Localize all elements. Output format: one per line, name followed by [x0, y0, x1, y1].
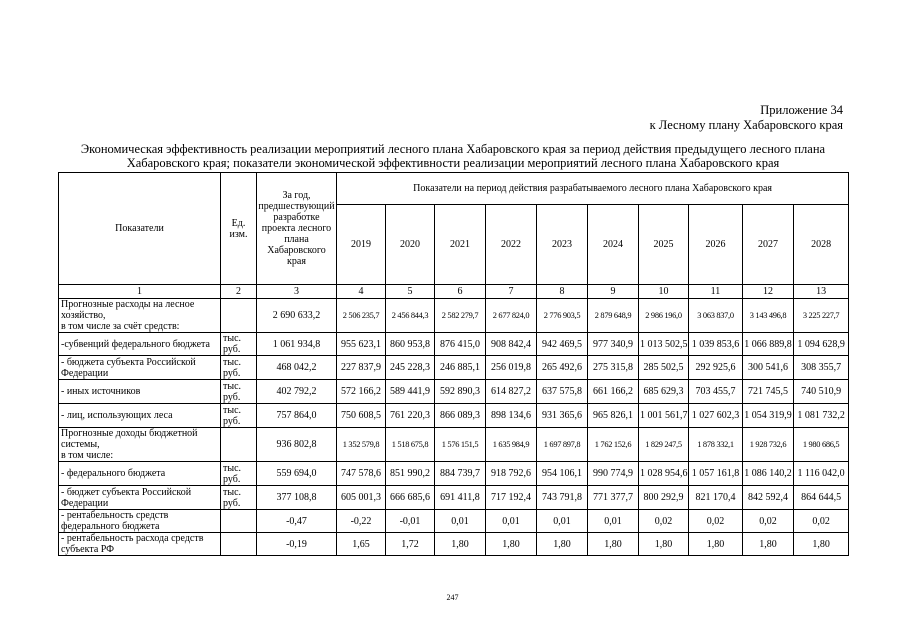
row-year-value: 589 441,9	[386, 380, 435, 404]
row-year-value: 2 677 824,0	[486, 299, 537, 333]
table-row	[59, 404, 849, 428]
row-unit: тыс. руб.	[221, 333, 257, 356]
row-year-value: 717 192,4	[486, 486, 537, 510]
row-prev-year-value: 757 864,0	[257, 404, 337, 428]
row-year-value: 1 829 247,5	[639, 428, 689, 462]
row-year-value: 0,02	[689, 510, 743, 533]
table-row	[59, 462, 849, 486]
column-number: 3	[257, 285, 337, 299]
row-label: -субвенций федерального бюджета	[59, 333, 221, 356]
row-label: Прогнозные расходы на лесное хозяйство, в том числе за счёт средств:	[59, 299, 221, 333]
row-label: - рентабельность расхода средств субъекта РФ	[59, 533, 221, 556]
row-year-value: 691 411,8	[435, 486, 486, 510]
header-indicators: Показатели	[59, 173, 221, 285]
table-row	[59, 486, 849, 510]
row-label: - бюджет субъекта Российской Федерации	[59, 486, 221, 510]
header-year: 2025	[639, 205, 689, 285]
row-year-value: 2 456 844,3	[386, 299, 435, 333]
row-year-value: 285 502,5	[639, 356, 689, 380]
row-year-value: 3 143 496,8	[743, 299, 794, 333]
row-year-value: 2 506 235,7	[337, 299, 386, 333]
row-year-value: 661 166,2	[588, 380, 639, 404]
row-year-value: 771 377,7	[588, 486, 639, 510]
row-unit: тыс. руб.	[221, 486, 257, 510]
row-year-value: 876 415,0	[435, 333, 486, 356]
row-unit	[221, 299, 257, 333]
row-label: Прогнозные доходы бюджетной системы, в том числе:	[59, 428, 221, 462]
row-year-value: 703 455,7	[689, 380, 743, 404]
table-row	[59, 428, 849, 462]
row-year-value: 1 013 502,5	[639, 333, 689, 356]
document-title: Экономическая эффективность реализации мероприятий лесного плана Хабаровского края за период действия предыдущего лесного плана Хабаровского края; показатели экономической эффективности реализации мероприятий лесного плана Хабаровского края	[80, 142, 826, 170]
row-year-value: 0,01	[537, 510, 588, 533]
row-prev-year-value: -0,47	[257, 510, 337, 533]
column-number: 12	[743, 285, 794, 299]
row-year-value: 1 081 732,2	[794, 404, 849, 428]
column-number: 10	[639, 285, 689, 299]
row-year-value: 851 990,2	[386, 462, 435, 486]
row-year-value: 300 541,6	[743, 356, 794, 380]
row-unit: тыс. руб.	[221, 404, 257, 428]
header-year: 2020	[386, 205, 435, 285]
row-year-value: 800 292,9	[639, 486, 689, 510]
row-year-value: 955 623,1	[337, 333, 386, 356]
row-year-value: 1 352 579,8	[337, 428, 386, 462]
column-number: 13	[794, 285, 849, 299]
row-label: - федерального бюджета	[59, 462, 221, 486]
row-year-value: 1 086 140,2	[743, 462, 794, 486]
row-year-value: 866 089,3	[435, 404, 486, 428]
row-year-value: 292 925,6	[689, 356, 743, 380]
row-year-value: 2 879 648,9	[588, 299, 639, 333]
column-number: 9	[588, 285, 639, 299]
row-prev-year-value: -0,19	[257, 533, 337, 556]
row-prev-year-value: 1 061 934,8	[257, 333, 337, 356]
table-row	[59, 333, 849, 356]
row-year-value: 0,02	[743, 510, 794, 533]
row-year-value: 3 063 837,0	[689, 299, 743, 333]
page-number: 247	[446, 593, 459, 602]
row-year-value: 2 986 196,0	[639, 299, 689, 333]
header-year: 2028	[794, 205, 849, 285]
table-row	[59, 299, 849, 333]
column-number: 5	[386, 285, 435, 299]
column-number: 7	[486, 285, 537, 299]
appendix-number: Приложение 34	[760, 103, 843, 117]
row-label: - иных источников	[59, 380, 221, 404]
row-year-value: 721 745,5	[743, 380, 794, 404]
row-label: - бюджета субъекта Российской Федерации	[59, 356, 221, 380]
header-period: Показатели на период действия разрабатываемого лесного плана Хабаровского края	[337, 173, 849, 205]
row-unit	[221, 510, 257, 533]
row-year-value: 308 355,7	[794, 356, 849, 380]
row-year-value: 1 576 151,5	[435, 428, 486, 462]
row-year-value: 860 953,8	[386, 333, 435, 356]
header-prev-year: За год, предшествующий разработке проекта лесного плана Хабаровского края	[257, 173, 337, 285]
row-year-value: 931 365,6	[537, 404, 588, 428]
row-unit: тыс. руб.	[221, 462, 257, 486]
row-year-value: -0,01	[386, 510, 435, 533]
table-row	[59, 356, 849, 380]
efficiency-table	[58, 172, 849, 556]
row-unit: тыс. руб.	[221, 380, 257, 404]
row-year-value: 685 629,3	[639, 380, 689, 404]
row-year-value: 1 980 686,5	[794, 428, 849, 462]
row-year-value: 1 054 319,9	[743, 404, 794, 428]
row-year-value: 1,80	[537, 533, 588, 556]
table-body	[59, 299, 849, 556]
row-year-value: 884 739,7	[435, 462, 486, 486]
column-number: 6	[435, 285, 486, 299]
row-year-value: 1,80	[435, 533, 486, 556]
row-unit	[221, 533, 257, 556]
row-year-value: 1,80	[743, 533, 794, 556]
row-year-value: 1 762 152,6	[588, 428, 639, 462]
header-year: 2021	[435, 205, 486, 285]
row-unit	[221, 428, 257, 462]
row-year-value: 2 776 903,5	[537, 299, 588, 333]
row-year-value: 942 469,5	[537, 333, 588, 356]
row-prev-year-value: 377 108,8	[257, 486, 337, 510]
header-unit: Ед. изм.	[221, 173, 257, 285]
row-year-value: 1,80	[639, 533, 689, 556]
row-year-value: 864 644,5	[794, 486, 849, 510]
header-year: 2024	[588, 205, 639, 285]
row-year-value: 3 225 227,7	[794, 299, 849, 333]
row-year-value: 1 066 889,8	[743, 333, 794, 356]
row-year-value: 1,80	[794, 533, 849, 556]
row-year-value: 572 166,2	[337, 380, 386, 404]
row-year-value: 908 842,4	[486, 333, 537, 356]
column-number: 8	[537, 285, 588, 299]
row-prev-year-value: 402 792,2	[257, 380, 337, 404]
row-year-value: 977 340,9	[588, 333, 639, 356]
row-year-value: 761 220,3	[386, 404, 435, 428]
row-year-value: 740 510,9	[794, 380, 849, 404]
row-year-value: 256 019,8	[486, 356, 537, 380]
row-year-value: 1 116 042,0	[794, 462, 849, 486]
row-year-value: 1 028 954,6	[639, 462, 689, 486]
header-year: 2023	[537, 205, 588, 285]
header-year: 2019	[337, 205, 386, 285]
row-prev-year-value: 559 694,0	[257, 462, 337, 486]
row-year-value: 743 791,8	[537, 486, 588, 510]
row-year-value: 227 837,9	[337, 356, 386, 380]
row-year-value: 1,65	[337, 533, 386, 556]
row-year-value: 750 608,5	[337, 404, 386, 428]
row-prev-year-value: 468 042,2	[257, 356, 337, 380]
row-year-value: 2 582 279,7	[435, 299, 486, 333]
row-year-value: 1 094 628,9	[794, 333, 849, 356]
row-year-value: 0,01	[588, 510, 639, 533]
row-year-value: 1 635 984,9	[486, 428, 537, 462]
row-year-value: 592 890,3	[435, 380, 486, 404]
row-year-value: 1,80	[588, 533, 639, 556]
column-number: 4	[337, 285, 386, 299]
row-year-value: 0,02	[639, 510, 689, 533]
row-year-value: 245 228,3	[386, 356, 435, 380]
row-year-value: 1,80	[689, 533, 743, 556]
row-year-value: 1,80	[486, 533, 537, 556]
row-year-value: 1 027 602,3	[689, 404, 743, 428]
header-year: 2022	[486, 205, 537, 285]
row-year-value: 821 170,4	[689, 486, 743, 510]
row-year-value: 842 592,4	[743, 486, 794, 510]
row-year-value: 0,01	[486, 510, 537, 533]
row-year-value: 246 885,1	[435, 356, 486, 380]
row-year-value: 954 106,1	[537, 462, 588, 486]
row-year-value: 1 518 675,8	[386, 428, 435, 462]
row-prev-year-value: 936 802,8	[257, 428, 337, 462]
row-year-value: 1 039 853,6	[689, 333, 743, 356]
header-year: 2026	[689, 205, 743, 285]
row-year-value: 637 575,8	[537, 380, 588, 404]
row-year-value: 275 315,8	[588, 356, 639, 380]
row-year-value: 605 001,3	[337, 486, 386, 510]
row-label: - рентабельность средств федерального бюджета	[59, 510, 221, 533]
row-prev-year-value: 2 690 633,2	[257, 299, 337, 333]
row-year-value: -0,22	[337, 510, 386, 533]
row-label: - лиц, использующих леса	[59, 404, 221, 428]
header-year: 2027	[743, 205, 794, 285]
column-numbers-row	[59, 285, 849, 299]
row-year-value: 918 792,6	[486, 462, 537, 486]
row-year-value: 898 134,6	[486, 404, 537, 428]
row-year-value: 614 827,2	[486, 380, 537, 404]
row-year-value: 747 578,6	[337, 462, 386, 486]
row-year-value: 965 826,1	[588, 404, 639, 428]
row-year-value: 666 685,6	[386, 486, 435, 510]
row-year-value: 1 697 897,8	[537, 428, 588, 462]
appendix-reference: к Лесному плану Хабаровского края	[649, 118, 843, 132]
column-number: 11	[689, 285, 743, 299]
row-year-value: 1 001 561,7	[639, 404, 689, 428]
row-year-value: 1 878 332,1	[689, 428, 743, 462]
column-number: 2	[221, 285, 257, 299]
table-row	[59, 380, 849, 404]
row-year-value: 0,01	[435, 510, 486, 533]
column-number: 1	[59, 285, 221, 299]
row-year-value: 265 492,6	[537, 356, 588, 380]
table-row	[59, 510, 849, 533]
table-row	[59, 533, 849, 556]
row-year-value: 1,72	[386, 533, 435, 556]
appendix-caption	[650, 103, 843, 133]
row-unit: тыс. руб.	[221, 356, 257, 380]
row-year-value: 0,02	[794, 510, 849, 533]
row-year-value: 1 057 161,8	[689, 462, 743, 486]
row-year-value: 1 928 732,6	[743, 428, 794, 462]
row-year-value: 990 774,9	[588, 462, 639, 486]
